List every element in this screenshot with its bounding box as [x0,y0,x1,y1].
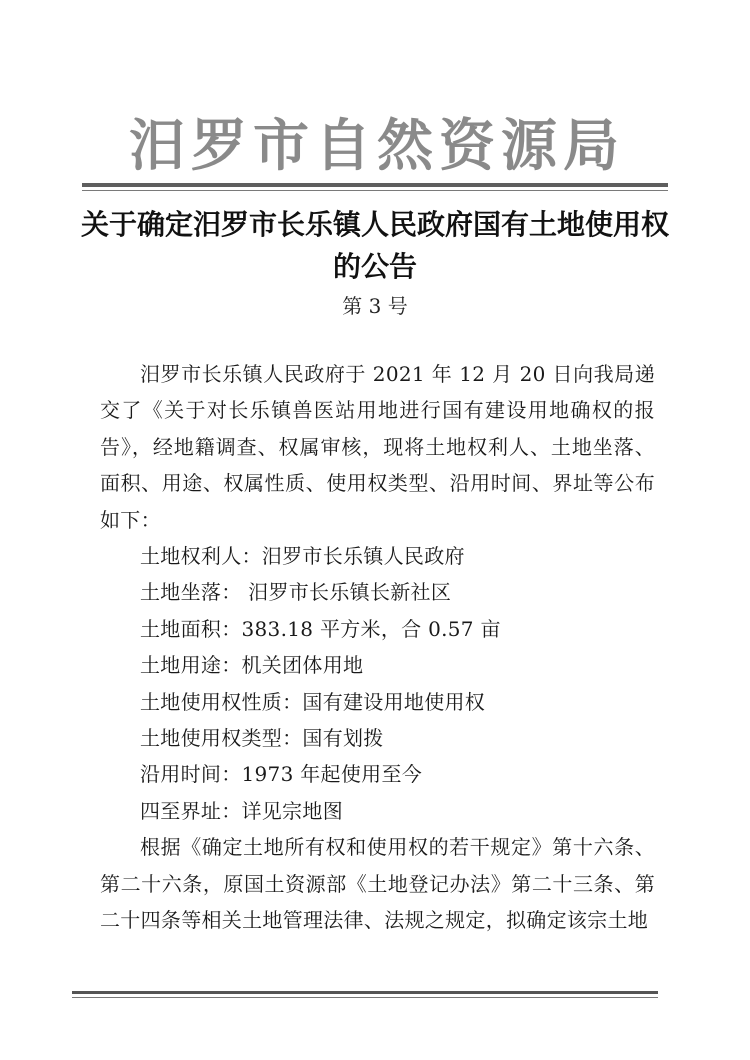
field-land-location: 土地坐落： 汨罗市长乐镇长新社区 [140,580,452,605]
letterhead: 汨罗市自然资源局 [129,113,625,179]
document-title: 关于确定汨罗市长乐镇人民政府国有土地使用权的公告 [80,208,669,283]
field-land-owner: 土地权利人：汨罗市长乐镇人民政府 [140,544,465,569]
letterhead-rule-thick [82,183,668,187]
field-land-area: 土地面积：383.18 平方米，合 0.57 亩 [140,616,501,641]
field-boundaries: 四至界址：详见宗地图 [140,798,343,823]
notice-number: 第 3 号 [342,294,408,318]
closing-paragraph: 根据《确定土地所有权和使用权的若干规定》第十六条、第二十六条，原国土资源部《土地登记办法》第二十三条、第二十四条等相关土地管理法律、法规之规定，拟确定该宗土地 [100,835,655,933]
footer-rule-thin [72,997,658,998]
field-land-use: 土地用途：机关团体用地 [140,653,364,678]
document-body [100,356,655,939]
field-right-nature: 土地使用权性质：国有建设用地使用权 [140,689,486,714]
field-usage-period: 沿用时间：1973 年起使用至今 [140,762,423,787]
field-right-type: 土地使用权类型：国有划拨 [140,726,384,751]
intro-paragraph: 汨罗市长乐镇人民政府于 2021 年 12 月 20 日向我局递交了《关于对长乐镇兽医站用地进行国有建设用地确权的报告》，经地籍调查、权属审核，现将土地权利人、土地坐落、面积、用途、权属性质、使用权类型、沿用时间、界址等公布如下： [100,362,655,532]
footer-rule-thick [72,991,658,994]
letterhead-rule-thin [82,190,668,191]
